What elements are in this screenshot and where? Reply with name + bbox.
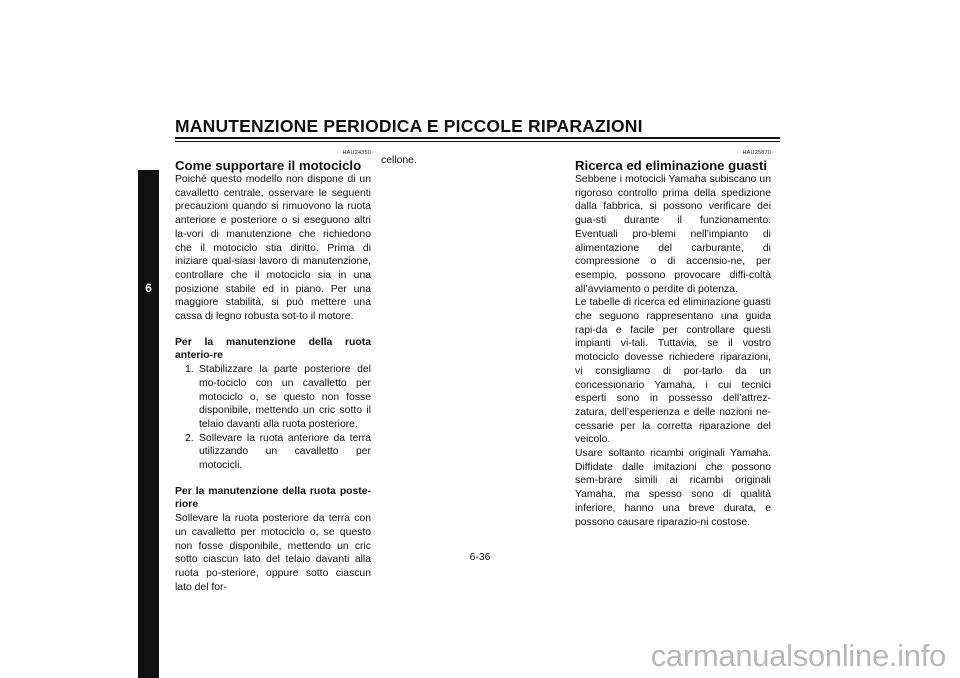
- chapter-tab-number: 6: [145, 281, 152, 295]
- rear-wheel-paragraph: Sollevare la ruota posteriore da terra con un cavalletto per motociclo o, se questo non fosse disponibile, mettendo un cric sotto ciascun lato del telaio davanti alla ruota po-steriore, oppure sotto ciascun lato del for-: [175, 513, 371, 593]
- step-number: 1.: [185, 364, 194, 376]
- header-rule-thin: [175, 141, 780, 142]
- column-right: [575, 150, 771, 529]
- troubleshooting-paragraph-1: Sebbene i motocicli Yamaha subiscano un rigoroso controllo prima della spedizione dalla fabbrica, si possono verificare dei gua-sti durante il funzionamento. Eventuali pro-blemi nell’impianto di alimentazione del carburante, di compressione o di accensio-ne, per esempio, possono provocare diffi-coltà all’avviamento o perdite di potenza.: [575, 174, 771, 295]
- troubleshooting-paragraph-2: Le tabelle di ricerca ed eliminazione guasti che seguono rappresentano una guida rapi-da e facile per controllare questi impianti vi-tali. Tuttavia, se il vostro motociclo dovesse richiedere riparazioni, vi consigliamo di por-tarlo da un concessionario Yamaha, i cui tecnici esperti sono in possesso dell’attrez-zatura, dell’esperienza e delle nozioni ne-cessarie per la corretta riparazione del veicolo.: [575, 297, 771, 446]
- rear-wheel-subheading: Per la manutenzione della ruota poste-riore: [175, 485, 371, 511]
- column-middle: [381, 154, 577, 168]
- chapter-tab: [138, 170, 159, 678]
- section-heading-troubleshooting: Ricerca ed eliminazione guasti: [575, 158, 768, 173]
- front-wheel-steps: [175, 363, 371, 473]
- list-item: [175, 432, 371, 473]
- page-number: 6-36: [469, 552, 491, 563]
- section-heading-support: Come supportare il motociclo: [175, 158, 362, 173]
- section-ref-code: HAU24350: [342, 150, 371, 156]
- page-header-title: MANUTENZIONE PERIODICA E PICCOLE RIPARAZIONI: [175, 116, 643, 136]
- step-number: 2.: [185, 432, 194, 444]
- watermark: carmanualsonline.info: [650, 638, 946, 673]
- continuation-text: cellone.: [381, 155, 417, 166]
- step-text: Stabilizzare la parte posteriore del mo-tociclo con un cavalletto per motociclo o, se questo non fosse disponibile, mettendo un cric sotto il telaio davanti alla ruota posteriore.: [199, 364, 371, 430]
- section-ref-code: HAU25870: [742, 150, 771, 156]
- header-rule-thick: [175, 137, 780, 139]
- column-left: [175, 150, 371, 594]
- front-wheel-subheading: Per la manutenzione della ruota anterio-re: [175, 336, 371, 362]
- list-item: [175, 363, 371, 432]
- step-text: Sollevare la ruota anteriore da terra utilizzando un cavalletto per motocicli.: [199, 432, 371, 472]
- support-intro-paragraph: Poiché questo modello non dispone di un cavalletto centrale, osservare le seguenti precauzioni quando si rimuovono la ruota anteriore e posteriore o si eseguono altri la-vori di manutenzione che richiedono che il motociclo stia diritto. Prima di iniziare qual-siasi lavoro di manutenzione, controllare che il motociclo sia in una posizione stabile ed in piano. Per una maggiore stabilità, si può mettere una cassa di legno robusta sot-to il motore.: [175, 174, 371, 323]
- troubleshooting-paragraph-3: Usare soltanto ricambi originali Yamaha. Diffidate dalle imitazioni che possono sem-brare simili ai ricambi originali Yamaha, ma spesso sono di qualità inferiore, hanno una breve durata, e possono causare riparazio-ni costose.: [575, 448, 771, 528]
